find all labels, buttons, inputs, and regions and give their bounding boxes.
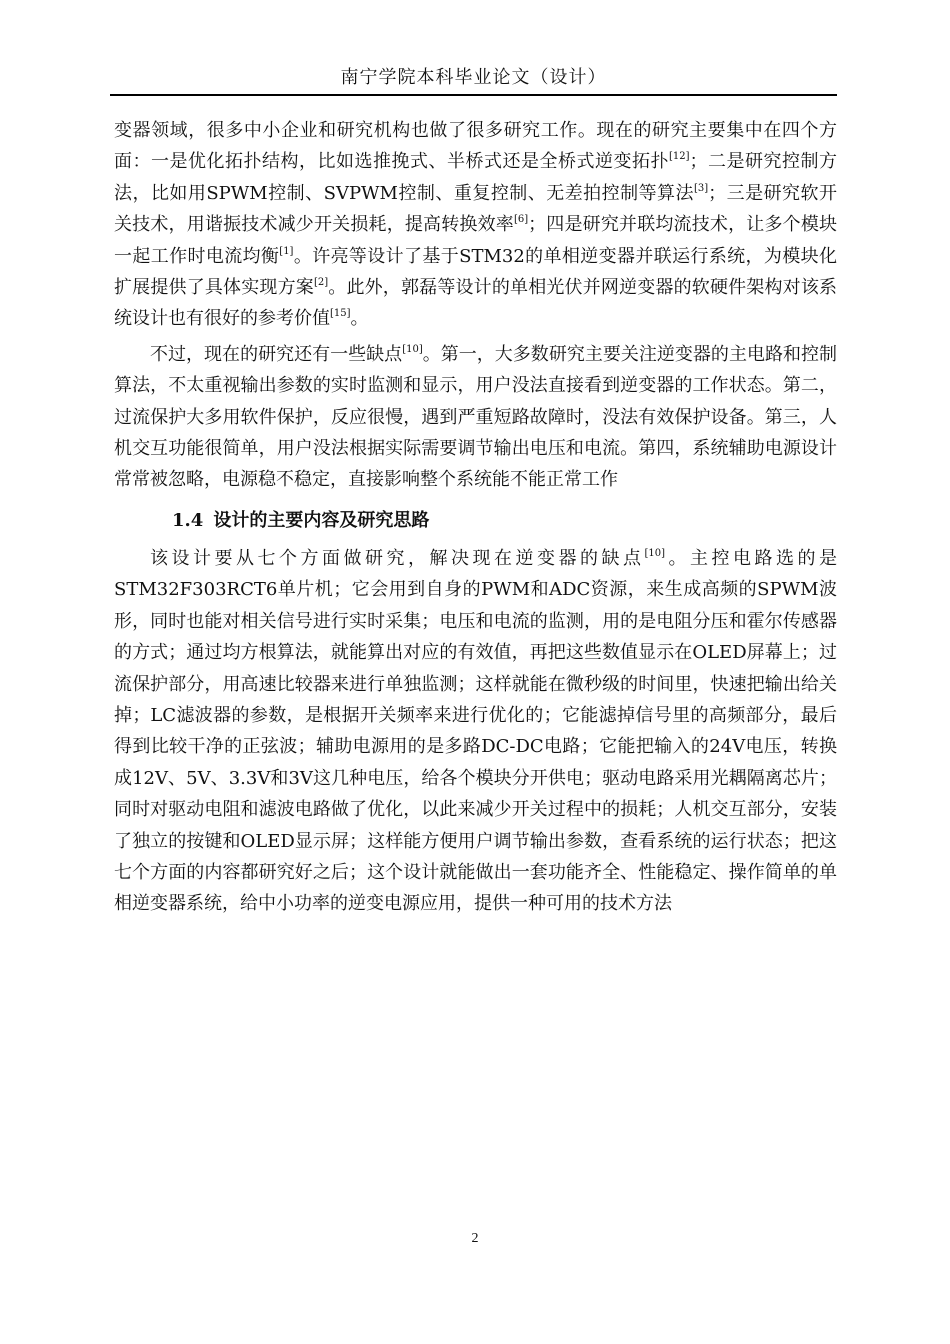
citation-ref: [3] <box>694 182 709 194</box>
header-divider <box>110 94 837 96</box>
section-title: 设计的主要内容及研究思路 <box>213 509 430 531</box>
section-heading <box>172 505 837 536</box>
citation-ref: [15] <box>330 308 351 320</box>
text-segment: ；四是研究并联均流技术，让多个模块一起工作时电流均衡 <box>114 214 837 267</box>
text-segment: 。 <box>350 308 369 330</box>
text-segment: 不过，现在的研究还有一些缺点 <box>150 343 403 365</box>
section-number: 1.4 <box>172 509 204 531</box>
citation-ref: [6] <box>513 214 529 226</box>
citation-ref: [10] <box>644 547 666 559</box>
text-segment: 。此外，郭磊等设计的单相光伏并网逆变器的软硬件架构对该系统设计也有很好的参考价值 <box>114 277 838 330</box>
text-segment: 。第一，大多数研究主要关注逆变器的主电路和控制算法，不太重视输出参数的实时监测和显示，用户没法直接看到逆变器的工作状态。第二，过流保护大多用软件保护，反应很慢，遇到严重短路故障时，没法有效保护设备。第三，人机交互功能很简单，用户没法根据实际需要调节输出电压和电流。第四，系统辅助电源设计常常被忽略，电源稳不稳定，直接影响整个系统能不能正常工作 <box>114 343 838 491</box>
text-segment: ；三是研究软开关技术，用谐振技术减少开关损耗，提高转换效率 <box>114 182 837 236</box>
text-segment: 变器领域，很多中小企业和研究机构也做了很多研究工作。现在的研究主要集中在四个方面：一是优化拓扑结构，比如选推挽式、半桥式还是全桥式逆变拓扑 <box>114 120 837 173</box>
citation-ref: [1] <box>279 245 294 257</box>
text-segment: ；二是研究控制方法，比如用SPWM控制、SVPWM控制、重复控制、无差拍控制等算法 <box>114 151 838 204</box>
paragraph-shortcomings <box>114 339 837 496</box>
text-segment: 。许亮等设计了基于STM32的单相逆变器并联运行系统，为模块化扩展提供了具体实现方案 <box>114 245 838 299</box>
paragraph-research-directions <box>114 115 837 335</box>
page-number: 2 <box>471 1231 479 1246</box>
citation-ref: [12] <box>668 151 690 163</box>
citation-ref: [10] <box>402 343 423 355</box>
text-segment: 该设计要从七个方面做研究，解决现在逆变器的缺点 <box>150 547 645 569</box>
page-header-title: 南宁学院本科毕业论文（设计） <box>340 67 607 88</box>
document-body <box>114 115 837 920</box>
citation-ref: [2] <box>313 277 329 289</box>
paragraph-design-content <box>114 543 837 920</box>
text-segment: 。主控电路选的是STM32F303RCT6单片机；它会用到自身的PWM和ADC资源，来生成高频的SPWM波形，同时也能对相关信号进行实时采集；电压和电流的监测，用的是电阻分压和霍尔传感器的方式；通过均方根算法，就能算出对应的有效值，再把这些数值显示在OLED屏幕上；过流保护部分，用高速比较器来进行单独监测；这样就能在微秒级的时间里，快速把输出给关掉；LC滤波器的参数，是根据开关频率来进行优化的；它能滤掉信号里的高频部分，最后得到比较干净的正弦波；辅助电源用的是多路DC-DC电路；它能把输入的24V电压，转换成12V、5V、3.3V和3V这几种电压，给各个模块分开供电；驱动电路采用光耦隔离芯片；同时对驱动电阻和滤波电路做了优化，以此来减少开关过程中的损耗；人机交互部分，安装了独立的按键和OLED显示屏；这样能方便用户调节输出参数，查看系统的运行状态；把这七个方面的内容都研究好之后；这个设计就能做出一套功能齐全、性能稳定、操作简单的单相逆变器系统，给中小功率的逆变电源应用，提供一种可用的技术方法 <box>114 547 838 915</box>
